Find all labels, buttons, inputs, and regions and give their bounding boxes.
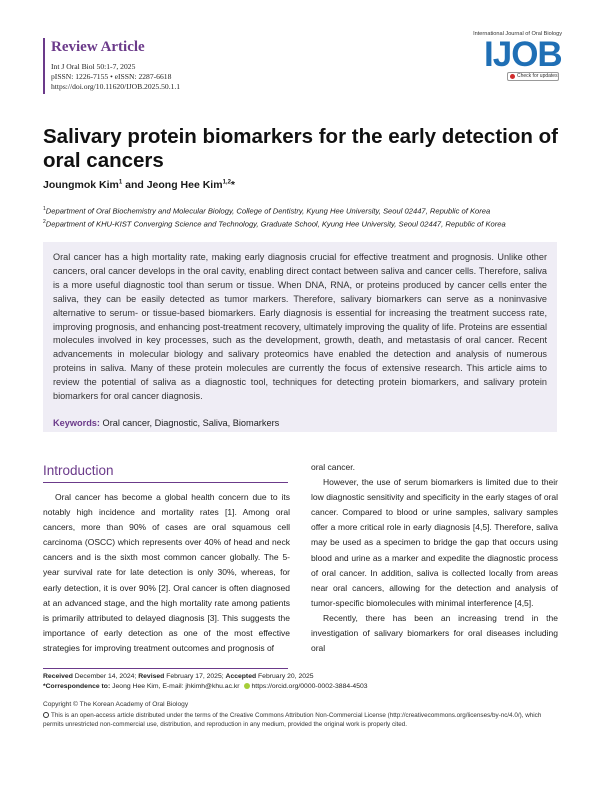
abstract-text: Oral cancer has a high mortality rate, making early diagnosis crucial for effective treatment and prognosis. Unlike other cancers, oral cancer develops in the oral cavity, enabling direct contact between saliva and cancer cells. Therefore, saliva is a more useful diagnostic tool than serum or tissue. When DNA, RNA, or proteins produced by cancer cells enter the saliva, they can be easily detected as tumor markers. Therefore, salivary biomarkers can serve as a noninvasive alternative to serum- or tissue-based biomarkers. Early diagnosis is essential for increasing the treatment success rate, improving prognosis, and enhancing post-treatment recovery, ultimately improving the quality of life. Proteins are essential molecules involved in key processes, such as the development, growth, death, and metastasis of oral cancer. Recent advancements in molecular biology and salivary proteomics have enabled the detection and analysis of numerous proteins in saliva. Many of these protein molecules are currently the focus of extensive research. This article aims to review the potential of saliva as a diagnostic tool, techniques for detecting protein biomarkers, and salivary protein biomarkers for oral cancer diagnosis. bbox=[53, 252, 547, 402]
affiliation: $^1$Department of Oral Biochemistry and Molecular Biology, College of Dentistry, Kyung Hee University, Seoul 02447, Republic of Korea bbox=[43, 206, 491, 216]
copyright: Copyright © The Korean Academy of Oral Biology bbox=[43, 701, 189, 708]
paragraph: Oral cancer has become a global health concern due to its notably high incidence and mortality rates [1]. Among oral cancers, more than 90% of cases are oral squamous cell carcinoma (OSCC) which represents over 40% of head and neck cancers and is the sixth most common cancer globally. The 5-year survival rate for late detection is only 30%, whereas, for early detection, it is over 90% [2]. Oral cancer is often diagnosed at an advanced stage, and the high mortality rate among patients is primarily attributed to delayed diagnosis [3]. This suggests the importance of early detection as one of the most effective strategies for improving treatment outcomes and prognosis of bbox=[43, 492, 290, 653]
author-list bbox=[43, 179, 235, 191]
article-type: Review Article bbox=[51, 39, 145, 55]
issn: pISSN: 1226-7155 • eISSN: 2287-6618 bbox=[51, 72, 172, 81]
article-header bbox=[43, 38, 271, 94]
check-updates-button[interactable] bbox=[507, 72, 559, 81]
check-updates-icon bbox=[510, 74, 515, 79]
divider bbox=[43, 482, 288, 483]
corresponding-star: * bbox=[230, 179, 235, 191]
abstract-box bbox=[43, 242, 557, 432]
affiliation: $^2$Department of KHU-KIST Converging Science and Technology, Graduate School, Kyung Hee University, Seoul 02447, Republic of Korea bbox=[43, 218, 506, 229]
section-heading: Introduction bbox=[43, 463, 114, 478]
cc-license-icon bbox=[43, 712, 49, 718]
paragraph: oral cancer. bbox=[311, 462, 355, 472]
author-name: Jeong Hee Kim bbox=[146, 179, 223, 191]
orcid-icon bbox=[244, 683, 250, 689]
article-dates: Received December 14, 2024; Revised February 17, 2025; Accepted February 20, 2025 *Correspondence to: Jeong Hee Kim, E-mail: jhkimh@khu.ac.kr https://orcid.org/0000-0002-3884-4503 bbox=[43, 672, 563, 692]
affiliations bbox=[43, 204, 563, 229]
journal-name: International Journal of Oral Biology bbox=[473, 31, 562, 37]
article-title: Salivary protein biomarkers for the early detection of oral cancers bbox=[43, 125, 558, 172]
divider bbox=[43, 668, 288, 669]
doi-link[interactable]: https://doi.org/10.11620/IJOB.2025.50.1.1 bbox=[51, 82, 181, 91]
keywords-label: Keywords: bbox=[53, 417, 100, 428]
keywords bbox=[53, 418, 547, 428]
author-name: Joungmok Kim bbox=[43, 179, 119, 191]
citation: Int J Oral Biol 50:1-7, 2025 bbox=[51, 62, 136, 71]
orcid-link[interactable]: https://orcid.org/0000-0002-3884-4503 bbox=[251, 683, 368, 690]
body-column-left bbox=[43, 490, 290, 656]
author-affil-sup: 1 bbox=[118, 179, 123, 186]
paragraph: However, the use of serum biomarkers is limited due to their low diagnostic sensitivity and specificity in the early stages of oral cancer. Compared to blood or urine samples, salivary samples offer a more critical role in early diagnosis [4,5]. Therefore, saliva may be used as a specimen to bridge the gap that occurs using blood and urine as a marker and expedite the diagnostic process of oral cancer. In addition, saliva is collected locally from areas near oral cancers, allowing for the detection and analysis of tumor-specific biomolecules with minimal interference [4,5]. bbox=[311, 477, 558, 608]
journal-logo: IJOB bbox=[484, 35, 562, 74]
check-updates-label: Check for updates bbox=[517, 73, 558, 79]
keywords-list: Oral cancer, Diagnostic, Saliva, Biomarkers bbox=[102, 417, 280, 428]
correspondence: *Correspondence to: Jeong Hee Kim, E-mail: jhkimh@khu.ac.kr https://orcid.org/0000-0002-3884-4503 bbox=[43, 683, 368, 690]
citation-meta bbox=[51, 62, 271, 92]
license-text: This is an open-access article distributed under the terms of the Creative Commons Attribution Non-Commercial License (http://creativecommons.org/licenses/by-nc/4.0/), which permits unrestricted non-commercial use, distribution, and reproduction in any medium, provided the original work is properly cited. bbox=[43, 712, 542, 728]
body-column-right bbox=[311, 460, 558, 656]
paragraph: Recently, there has been an increasing trend in the investigation of salivary biomarkers for oral diseases including oral bbox=[311, 612, 558, 654]
author-affil-sup: 1,2 bbox=[222, 179, 231, 186]
author-conjunction: and bbox=[122, 179, 147, 191]
